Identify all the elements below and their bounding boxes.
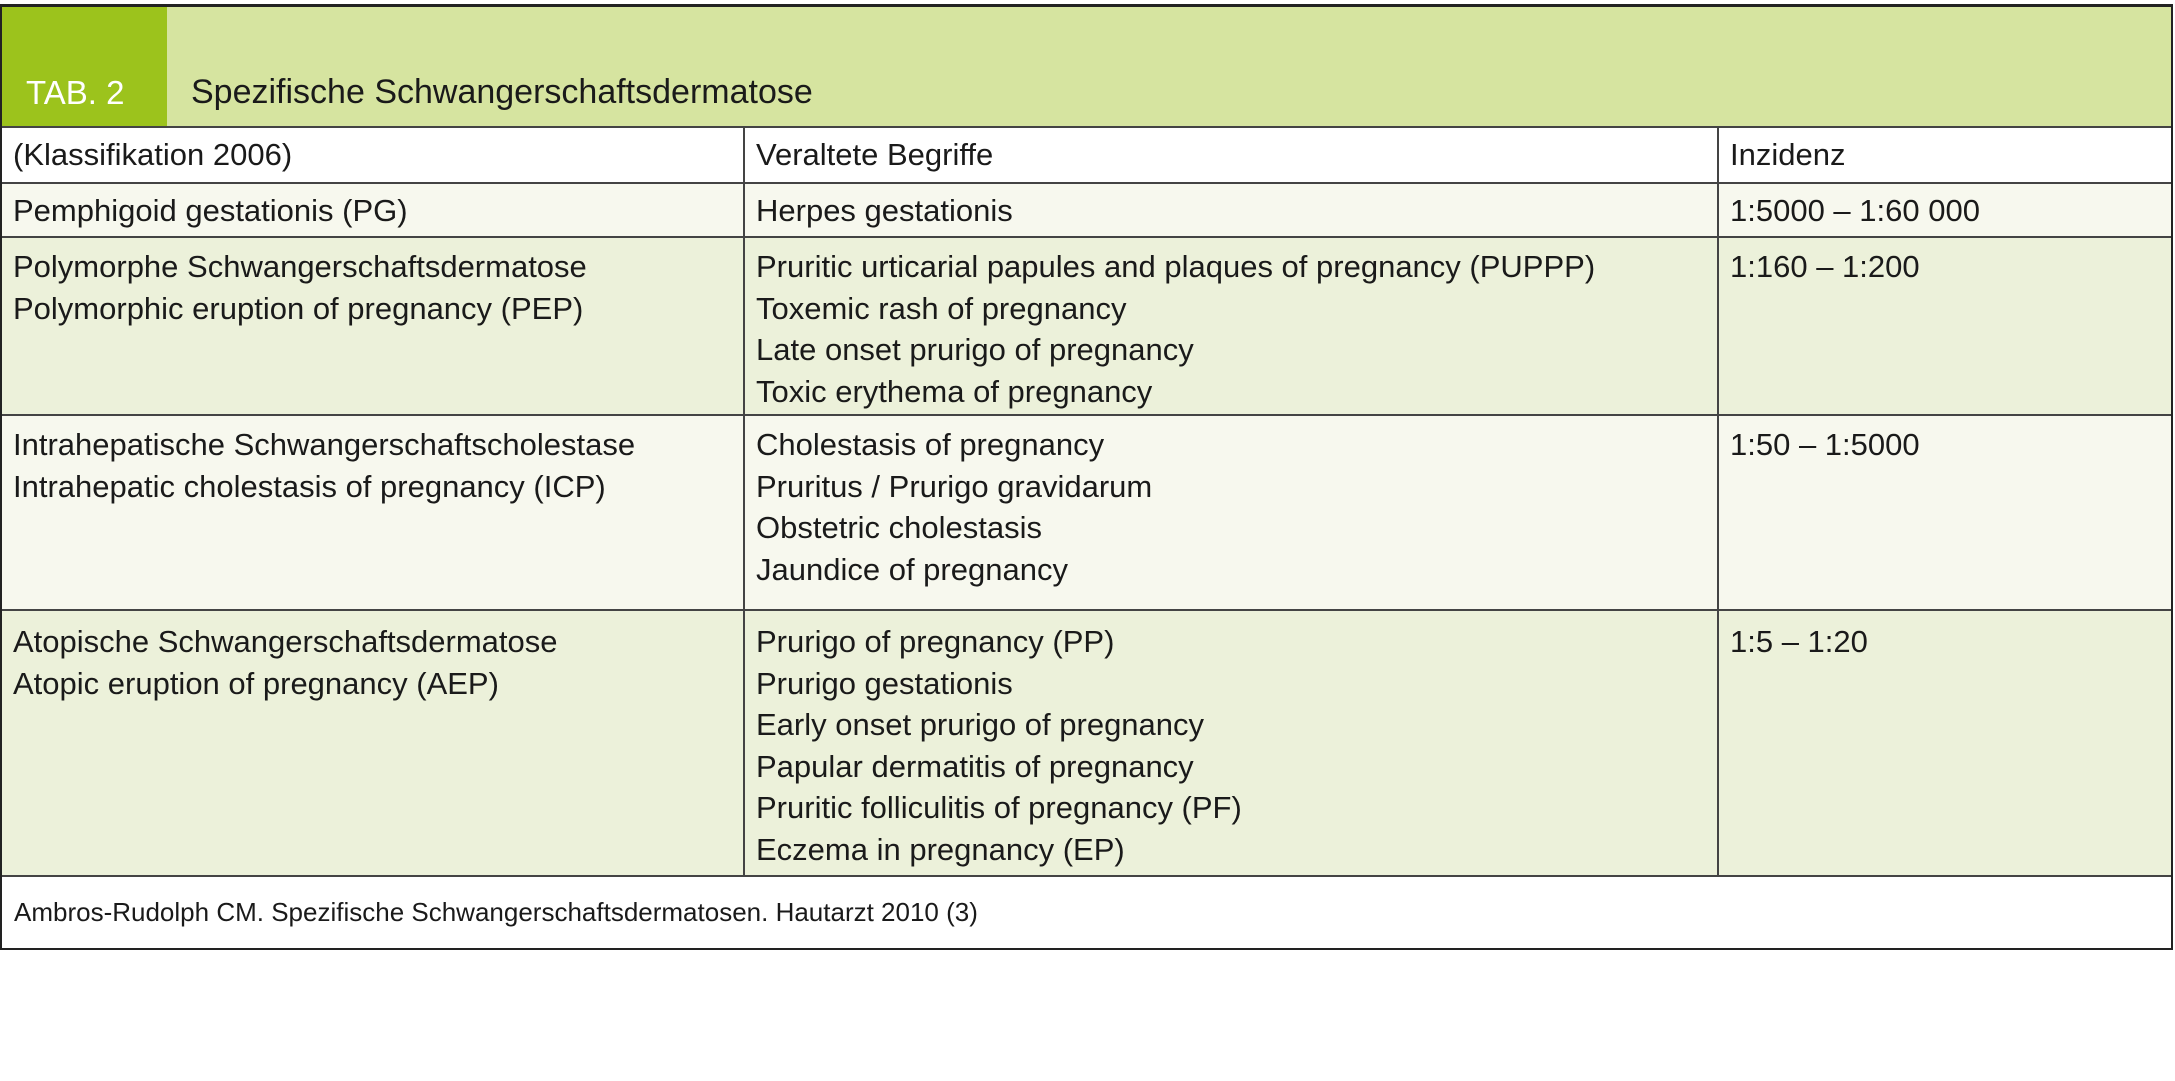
term-line: Eczema in pregnancy (EP) xyxy=(756,831,1125,867)
table-title: Spezifische Schwangerschaftsdermatose xyxy=(191,73,813,111)
classification-line: Intrahepatic cholestasis of pregnancy (ICP) xyxy=(13,468,606,504)
table-cell-incidence: 1:160 – 1:200 xyxy=(1719,238,2171,416)
table xyxy=(0,4,2173,950)
term-line: Early onset prurigo of pregnancy xyxy=(756,707,1205,742)
classification-line: Intrahepatische Schwangerschaftscholestase xyxy=(13,427,636,462)
table-title-bar xyxy=(2,7,2171,128)
term-line: Toxic erythema of pregnancy xyxy=(756,373,1153,409)
term-line: Prurigo gestationis xyxy=(756,665,1013,701)
table-source-note: Ambros-Rudolph CM. Spezifische Schwangerschaftsdermatosen. Hautarzt 2010 (3) xyxy=(2,877,2171,948)
table-grid xyxy=(2,128,2171,877)
table-cell-incidence: 1:50 – 1:5000 xyxy=(1719,416,2171,611)
table-cell-classification xyxy=(2,611,745,877)
term-line: Pruritus / Prurigo gravidarum xyxy=(756,468,1153,504)
term-line: Pruritic urticarial papules and plaques of pregnancy (PUPPP) xyxy=(756,249,1596,284)
table-cell-terms xyxy=(745,238,1719,416)
table-cell-terms xyxy=(745,416,1719,611)
term-line: Obstetric cholestasis xyxy=(756,510,1042,545)
term-line: Late onset prurigo of pregnancy xyxy=(756,332,1194,367)
term-line: Jaundice of pregnancy xyxy=(756,551,1068,587)
table-cell-classification xyxy=(2,416,745,611)
term-line: Cholestasis of pregnancy xyxy=(756,427,1105,462)
table-cell-incidence: 1:5000 – 1:60 000 xyxy=(1719,184,2171,238)
table-cell-classification xyxy=(2,238,745,416)
classification-line: Polymorphic eruption of pregnancy (PEP) xyxy=(13,290,584,326)
classification-line: Atopische Schwangerschaftsdermatose xyxy=(13,624,558,659)
header-cell-terms: Veraltete Begriffe xyxy=(745,128,1719,184)
classification-line: Polymorphe Schwangerschaftsdermatose xyxy=(13,249,587,284)
term-line: Pruritic folliculitis of pregnancy (PF) xyxy=(756,790,1242,825)
header-cell-incidence: Inzidenz xyxy=(1719,128,2171,184)
classification-line: Atopic eruption of pregnancy (AEP) xyxy=(13,665,499,701)
header-cell-classification: (Klassifikation 2006) xyxy=(2,128,745,184)
term-line: Toxemic rash of pregnancy xyxy=(756,290,1127,326)
table-cell-terms xyxy=(745,611,1719,877)
classification-line: Pemphigoid gestationis (PG) xyxy=(13,193,408,228)
term-line: Herpes gestationis xyxy=(756,193,1013,228)
table-cell-incidence: 1:5 – 1:20 xyxy=(1719,611,2171,877)
table-cell-terms xyxy=(745,184,1719,238)
table-number: TAB. 2 xyxy=(2,7,167,126)
term-line: Prurigo of pregnancy (PP) xyxy=(756,624,1115,659)
table-cell-classification xyxy=(2,184,745,238)
term-line: Papular dermatitis of pregnancy xyxy=(756,748,1194,784)
